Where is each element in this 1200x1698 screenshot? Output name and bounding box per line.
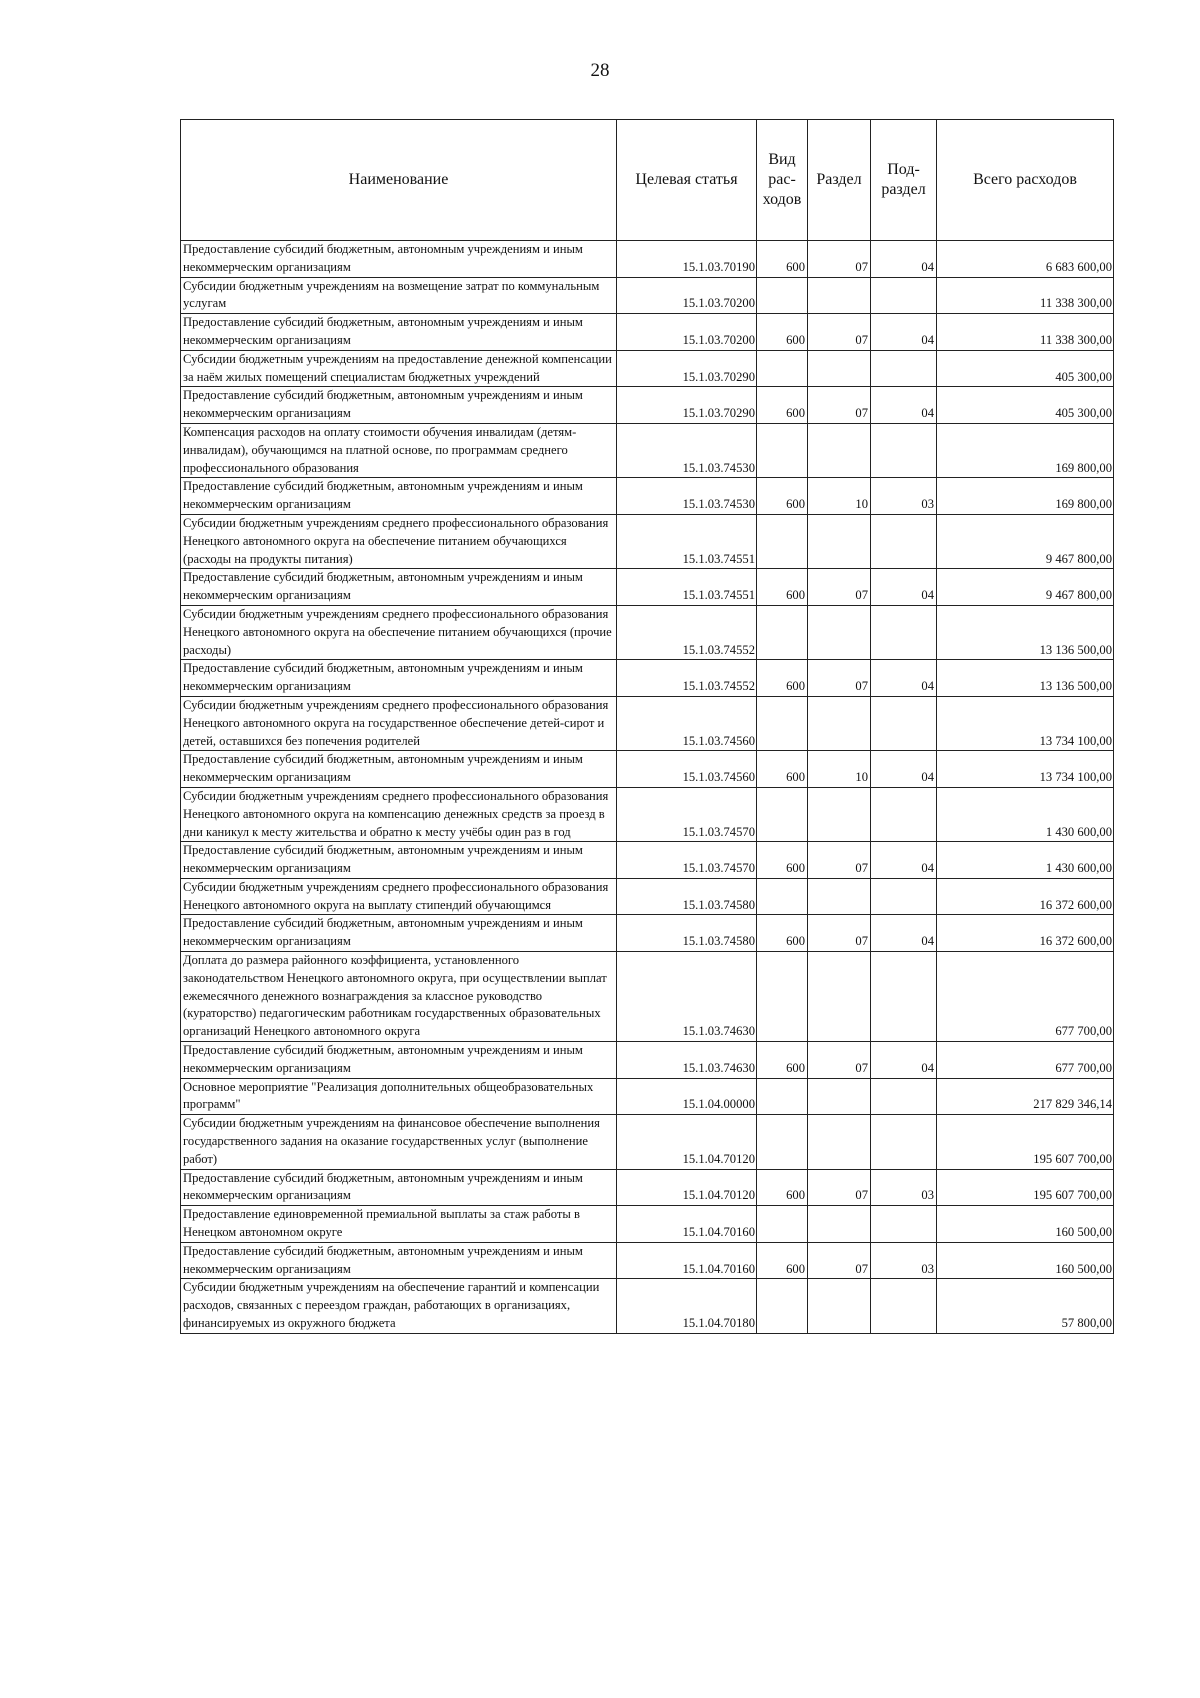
row-subsection xyxy=(871,696,937,750)
table-row xyxy=(181,787,1114,841)
row-section: 07 xyxy=(808,241,871,278)
table-row xyxy=(181,514,1114,568)
row-subsection: 04 xyxy=(871,751,937,788)
row-expense-type xyxy=(757,1279,808,1333)
row-target-article: 15.1.03.74570 xyxy=(617,842,757,879)
row-expense-type xyxy=(757,787,808,841)
row-expense-type xyxy=(757,423,808,477)
table-row xyxy=(181,1169,1114,1206)
row-target-article: 15.1.04.00000 xyxy=(617,1078,757,1115)
table-header-row xyxy=(181,120,1114,241)
table-row xyxy=(181,387,1114,424)
row-subsection xyxy=(871,1115,937,1169)
table-row xyxy=(181,952,1114,1042)
page-number: 28 xyxy=(590,60,610,81)
row-subsection xyxy=(871,277,937,314)
row-section xyxy=(808,696,871,750)
row-name: Субсидии бюджетным учреждениям на предоставление денежной компенсации за наём жилых помещений специалистам бюджетных учреждений xyxy=(181,350,617,387)
row-name: Предоставление субсидий бюджетным, автономным учреждениям и иным некоммерческим организациям xyxy=(181,915,617,952)
row-total: 57 800,00 xyxy=(937,1279,1114,1333)
row-expense-type: 600 xyxy=(757,915,808,952)
row-target-article: 15.1.03.74630 xyxy=(617,1042,757,1079)
row-name: Предоставление субсидий бюджетным, автономным учреждениям и иным некоммерческим организациям xyxy=(181,387,617,424)
row-total: 16 372 600,00 xyxy=(937,878,1114,915)
row-section xyxy=(808,1206,871,1243)
row-total: 1 430 600,00 xyxy=(937,787,1114,841)
row-expense-type xyxy=(757,696,808,750)
row-total: 217 829 346,14 xyxy=(937,1078,1114,1115)
row-total: 9 467 800,00 xyxy=(937,569,1114,606)
row-subsection xyxy=(871,952,937,1042)
row-section xyxy=(808,1279,871,1333)
row-name: Предоставление субсидий бюджетным, автономным учреждениям и иным некоммерческим организациям xyxy=(181,1242,617,1279)
row-subsection: 04 xyxy=(871,915,937,952)
row-expense-type: 600 xyxy=(757,1042,808,1079)
row-name: Субсидии бюджетным учреждениям среднего профессионального образования Ненецкого автономного округа на обеспечение питанием обучающихся (расходы на продукты питания) xyxy=(181,514,617,568)
row-name: Субсидии бюджетным учреждениям на финансовое обеспечение выполнения государственного задания на оказание государственных услуг (выполнение работ) xyxy=(181,1115,617,1169)
row-target-article: 15.1.03.74560 xyxy=(617,751,757,788)
row-expense-type xyxy=(757,1078,808,1115)
row-total: 677 700,00 xyxy=(937,1042,1114,1079)
row-expense-type xyxy=(757,952,808,1042)
row-expense-type xyxy=(757,277,808,314)
table-row xyxy=(181,1279,1114,1333)
row-target-article: 15.1.03.74580 xyxy=(617,915,757,952)
header-section: Раздел xyxy=(808,120,871,241)
table-row xyxy=(181,1242,1114,1279)
row-subsection xyxy=(871,1206,937,1243)
row-subsection xyxy=(871,878,937,915)
row-subsection: 04 xyxy=(871,1042,937,1079)
row-subsection: 04 xyxy=(871,569,937,606)
table-row xyxy=(181,878,1114,915)
row-name: Субсидии бюджетным учреждениям на возмещение затрат по коммунальным услугам xyxy=(181,277,617,314)
row-section xyxy=(808,605,871,659)
row-section xyxy=(808,277,871,314)
row-expense-type: 600 xyxy=(757,387,808,424)
row-total: 160 500,00 xyxy=(937,1242,1114,1279)
row-subsection: 03 xyxy=(871,478,937,515)
row-subsection: 03 xyxy=(871,1242,937,1279)
table-row xyxy=(181,842,1114,879)
row-name: Предоставление единовременной премиальной выплаты за стаж работы в Ненецком автономном округе xyxy=(181,1206,617,1243)
row-subsection xyxy=(871,605,937,659)
table-row xyxy=(181,915,1114,952)
row-expense-type: 600 xyxy=(757,842,808,879)
table-row xyxy=(181,1115,1114,1169)
row-name: Субсидии бюджетным учреждениям среднего профессионального образования Ненецкого автономного округа на государственное обеспечение детей-сирот и детей, оставшихся без попечения родителей xyxy=(181,696,617,750)
row-expense-type xyxy=(757,1115,808,1169)
row-target-article: 15.1.04.70180 xyxy=(617,1279,757,1333)
row-expense-type xyxy=(757,350,808,387)
row-total: 6 683 600,00 xyxy=(937,241,1114,278)
row-target-article: 15.1.03.74580 xyxy=(617,878,757,915)
row-expense-type: 600 xyxy=(757,1169,808,1206)
row-expense-type xyxy=(757,1206,808,1243)
row-section xyxy=(808,878,871,915)
row-expense-type xyxy=(757,605,808,659)
row-total: 195 607 700,00 xyxy=(937,1169,1114,1206)
row-name: Предоставление субсидий бюджетным, автономным учреждениям и иным некоммерческим организациям xyxy=(181,569,617,606)
table-row xyxy=(181,1206,1114,1243)
row-subsection xyxy=(871,423,937,477)
row-target-article: 15.1.03.70200 xyxy=(617,314,757,351)
table-row xyxy=(181,605,1114,659)
row-section: 07 xyxy=(808,660,871,697)
row-subsection xyxy=(871,787,937,841)
row-section xyxy=(808,350,871,387)
row-section: 07 xyxy=(808,915,871,952)
table-row xyxy=(181,569,1114,606)
row-section: 07 xyxy=(808,387,871,424)
row-total: 13 734 100,00 xyxy=(937,751,1114,788)
row-name: Субсидии бюджетным учреждениям на обеспечение гарантий и компенсации расходов, связанных с переездом граждан, работающих в организациях, финансируемых из окружного бюджета xyxy=(181,1279,617,1333)
row-section xyxy=(808,787,871,841)
row-subsection xyxy=(871,514,937,568)
row-name: Субсидии бюджетным учреждениям среднего профессионального образования Ненецкого автономного округа на выплату стипендий обучающимся xyxy=(181,878,617,915)
row-target-article: 15.1.03.74630 xyxy=(617,952,757,1042)
table-row xyxy=(181,314,1114,351)
row-subsection: 04 xyxy=(871,241,937,278)
row-section: 10 xyxy=(808,751,871,788)
row-target-article: 15.1.04.70120 xyxy=(617,1115,757,1169)
row-subsection xyxy=(871,350,937,387)
header-subsection: Под-раздел xyxy=(871,120,937,241)
row-name: Предоставление субсидий бюджетным, автономным учреждениям и иным некоммерческим организациям xyxy=(181,660,617,697)
row-target-article: 15.1.04.70120 xyxy=(617,1169,757,1206)
table-row xyxy=(181,423,1114,477)
row-target-article: 15.1.03.74552 xyxy=(617,605,757,659)
row-total: 9 467 800,00 xyxy=(937,514,1114,568)
row-subsection: 03 xyxy=(871,1169,937,1206)
row-expense-type xyxy=(757,878,808,915)
row-section: 07 xyxy=(808,569,871,606)
row-total: 11 338 300,00 xyxy=(937,277,1114,314)
row-target-article: 15.1.03.70290 xyxy=(617,350,757,387)
row-name: Предоставление субсидий бюджетным, автономным учреждениям и иным некоммерческим организациям xyxy=(181,314,617,351)
row-section: 07 xyxy=(808,314,871,351)
row-total: 11 338 300,00 xyxy=(937,314,1114,351)
row-name: Основное мероприятие "Реализация дополнительных общеобразовательных программ" xyxy=(181,1078,617,1115)
row-name: Доплата до размера районного коэффициента, установленного законодательством Ненецкого автономного округа, при осуществлении выплат ежемесячного денежного вознаграждения за классное руководство (кураторство) педагогическим работникам государственных образовательных организаций Ненецкого автономного округа xyxy=(181,952,617,1042)
row-section: 07 xyxy=(808,842,871,879)
row-expense-type: 600 xyxy=(757,751,808,788)
header-name: Наименование xyxy=(181,120,617,241)
row-total: 1 430 600,00 xyxy=(937,842,1114,879)
row-expense-type: 600 xyxy=(757,241,808,278)
row-section xyxy=(808,952,871,1042)
row-total: 169 800,00 xyxy=(937,423,1114,477)
row-subsection: 04 xyxy=(871,660,937,697)
row-total: 13 734 100,00 xyxy=(937,696,1114,750)
table-row xyxy=(181,660,1114,697)
row-section: 10 xyxy=(808,478,871,515)
row-target-article: 15.1.03.70290 xyxy=(617,387,757,424)
row-name: Предоставление субсидий бюджетным, автономным учреждениям и иным некоммерческим организациям xyxy=(181,241,617,278)
row-target-article: 15.1.04.70160 xyxy=(617,1206,757,1243)
row-target-article: 15.1.04.70160 xyxy=(617,1242,757,1279)
table-row xyxy=(181,478,1114,515)
header-total: Всего расходов xyxy=(937,120,1114,241)
row-total: 405 300,00 xyxy=(937,350,1114,387)
row-subsection: 04 xyxy=(871,842,937,879)
row-name: Предоставление субсидий бюджетным, автономным учреждениям и иным некоммерческим организациям xyxy=(181,751,617,788)
row-name: Субсидии бюджетным учреждениям среднего профессионального образования Ненецкого автономного округа на компенсацию денежных средств за проезд в дни каникул к месту жительства и обратно к месту учёбы один раз в год xyxy=(181,787,617,841)
row-subsection xyxy=(871,1279,937,1333)
row-total: 13 136 500,00 xyxy=(937,605,1114,659)
row-name: Субсидии бюджетным учреждениям среднего профессионального образования Ненецкого автономного округа на обеспечение питанием обучающихся (прочие расходы) xyxy=(181,605,617,659)
row-subsection: 04 xyxy=(871,314,937,351)
row-total: 195 607 700,00 xyxy=(937,1115,1114,1169)
row-total: 677 700,00 xyxy=(937,952,1114,1042)
row-subsection xyxy=(871,1078,937,1115)
row-name: Предоставление субсидий бюджетным, автономным учреждениям и иным некоммерческим организациям xyxy=(181,478,617,515)
row-expense-type: 600 xyxy=(757,569,808,606)
table-row xyxy=(181,696,1114,750)
row-section xyxy=(808,1078,871,1115)
table-row xyxy=(181,751,1114,788)
table-row xyxy=(181,241,1114,278)
row-target-article: 15.1.03.74551 xyxy=(617,569,757,606)
row-target-article: 15.1.03.74530 xyxy=(617,423,757,477)
row-section: 07 xyxy=(808,1042,871,1079)
table-row xyxy=(181,1042,1114,1079)
table-row xyxy=(181,277,1114,314)
row-expense-type: 600 xyxy=(757,478,808,515)
row-name: Предоставление субсидий бюджетным, автономным учреждениям и иным некоммерческим организациям xyxy=(181,1042,617,1079)
row-target-article: 15.1.03.74570 xyxy=(617,787,757,841)
row-section xyxy=(808,423,871,477)
row-target-article: 15.1.03.74552 xyxy=(617,660,757,697)
row-target-article: 15.1.03.70190 xyxy=(617,241,757,278)
row-total: 169 800,00 xyxy=(937,478,1114,515)
row-section xyxy=(808,514,871,568)
row-target-article: 15.1.03.74560 xyxy=(617,696,757,750)
row-name: Предоставление субсидий бюджетным, автономным учреждениям и иным некоммерческим организациям xyxy=(181,842,617,879)
row-target-article: 15.1.03.74551 xyxy=(617,514,757,568)
table-row xyxy=(181,350,1114,387)
header-expense-type: Вид рас-ходов xyxy=(757,120,808,241)
row-total: 160 500,00 xyxy=(937,1206,1114,1243)
row-total: 405 300,00 xyxy=(937,387,1114,424)
row-section: 07 xyxy=(808,1242,871,1279)
table-row xyxy=(181,1078,1114,1115)
row-expense-type: 600 xyxy=(757,1242,808,1279)
row-section xyxy=(808,1115,871,1169)
row-name: Компенсация расходов на оплату стоимости обучения инвалидам (детям-инвалидам), обучающимся на платной основе, по программам среднего профессионального образования xyxy=(181,423,617,477)
row-subsection: 04 xyxy=(871,387,937,424)
row-expense-type xyxy=(757,514,808,568)
row-expense-type: 600 xyxy=(757,660,808,697)
row-target-article: 15.1.03.70200 xyxy=(617,277,757,314)
row-total: 13 136 500,00 xyxy=(937,660,1114,697)
row-name: Предоставление субсидий бюджетным, автономным учреждениям и иным некоммерческим организациям xyxy=(181,1169,617,1206)
row-total: 16 372 600,00 xyxy=(937,915,1114,952)
row-section: 07 xyxy=(808,1169,871,1206)
row-target-article: 15.1.03.74530 xyxy=(617,478,757,515)
header-target-article: Целевая статья xyxy=(617,120,757,241)
budget-table xyxy=(180,119,1114,1334)
row-expense-type: 600 xyxy=(757,314,808,351)
